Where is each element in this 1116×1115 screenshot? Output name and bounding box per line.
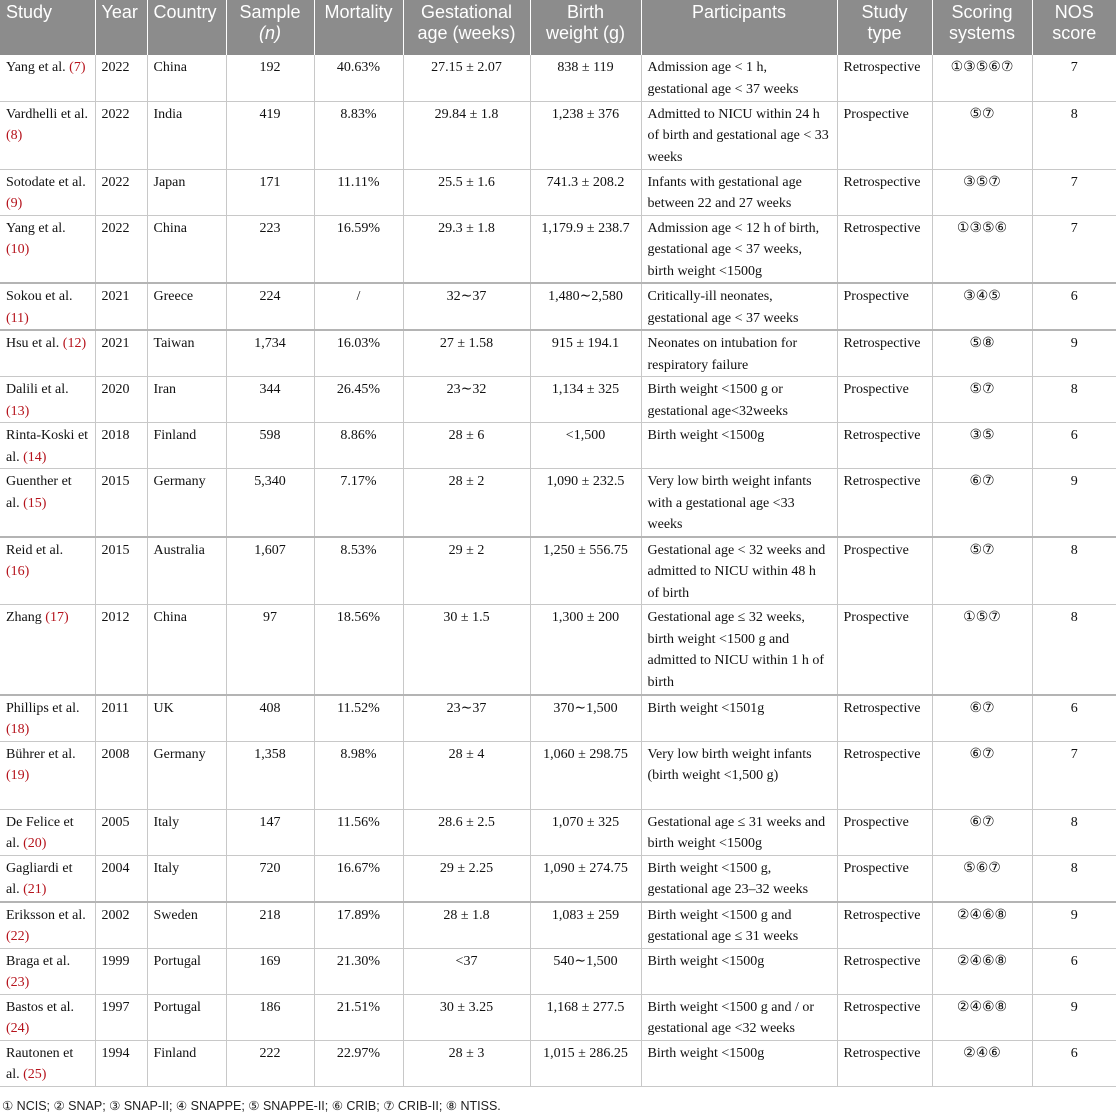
header-mortality: Mortality bbox=[314, 0, 403, 55]
cell-participants: Gestational age ≤ 31 weeks and birth weight <1500g bbox=[641, 809, 837, 855]
cell-year: 2005 bbox=[95, 809, 147, 855]
cell-mortality: / bbox=[314, 283, 403, 330]
cell-birth-weight: 915 ± 194.1 bbox=[530, 330, 641, 377]
cell-study: Rinta-Koski et al. (14) bbox=[0, 423, 95, 469]
cell-scoring-systems: ⑤⑥⑦ bbox=[932, 855, 1032, 902]
cell-participants: Birth weight <1500 g and / or gestational age <32 weeks bbox=[641, 994, 837, 1040]
cell-birth-weight: 1,250 ± 556.75 bbox=[530, 537, 641, 605]
cell-country: Germany bbox=[147, 469, 226, 537]
cell-country: China bbox=[147, 215, 226, 283]
cell-study: Sotodate et al. (9) bbox=[0, 169, 95, 215]
table-row bbox=[0, 902, 1116, 949]
cell-study-type: Prospective bbox=[837, 855, 932, 902]
cell-participants: Birth weight <1500 g or gestational age<32weeks bbox=[641, 377, 837, 423]
cell-study-type: Retrospective bbox=[837, 741, 932, 809]
cell-participants: Gestational age < 32 weeks and admitted to NICU within 48 h of birth bbox=[641, 537, 837, 605]
table-row bbox=[0, 741, 1116, 809]
cell-mortality: 11.56% bbox=[314, 809, 403, 855]
cell-sample: 419 bbox=[226, 101, 314, 169]
table-row bbox=[0, 330, 1116, 377]
cell-mortality: 40.63% bbox=[314, 55, 403, 101]
citation-link[interactable]: (21) bbox=[23, 882, 47, 897]
cell-participants: Very low birth weight infants (birth weight <1,500 g) bbox=[641, 741, 837, 809]
cell-participants: Birth weight <1500g bbox=[641, 1040, 837, 1086]
citation-link[interactable]: (24) bbox=[6, 1021, 30, 1036]
cell-birth-weight: 1,300 ± 200 bbox=[530, 605, 641, 695]
header-gestational-age: Gestational age (weeks) bbox=[403, 0, 530, 55]
header-study: Study bbox=[0, 0, 95, 55]
cell-sample: 222 bbox=[226, 1040, 314, 1086]
cell-sample: 408 bbox=[226, 695, 314, 742]
cell-gestational-age: 30 ± 1.5 bbox=[403, 605, 530, 695]
cell-year: 2002 bbox=[95, 902, 147, 949]
footnote: ① NCIS; ② SNAP; ③ SNAP-II; ④ SNAPPE; ⑤ SNAPPE-II; ⑥ CRIB; ⑦ CRIB-II; ⑧ NTISS. bbox=[2, 1099, 501, 1113]
citation-link[interactable]: (9) bbox=[6, 196, 23, 211]
cell-country: Italy bbox=[147, 809, 226, 855]
cell-sample: 171 bbox=[226, 169, 314, 215]
cell-study: Reid et al. (16) bbox=[0, 537, 95, 605]
cell-scoring-systems: ⑥⑦ bbox=[932, 741, 1032, 809]
cell-scoring-systems: ①⑤⑦ bbox=[932, 605, 1032, 695]
cell-birth-weight: 838 ± 119 bbox=[530, 55, 641, 101]
cell-sample: 5,340 bbox=[226, 469, 314, 537]
table-row bbox=[0, 423, 1116, 469]
cell-study-type: Retrospective bbox=[837, 330, 932, 377]
cell-gestational-age: 32∼37 bbox=[403, 283, 530, 330]
cell-study-type: Retrospective bbox=[837, 994, 932, 1040]
cell-birth-weight: 1,083 ± 259 bbox=[530, 902, 641, 949]
cell-scoring-systems: ③⑤⑦ bbox=[932, 169, 1032, 215]
cell-scoring-systems: ⑥⑦ bbox=[932, 809, 1032, 855]
cell-scoring-systems: ⑤⑧ bbox=[932, 330, 1032, 377]
cell-participants: Critically-ill neonates, gestational age < 37 weeks bbox=[641, 283, 837, 330]
cell-scoring-systems: ①③⑤⑥ bbox=[932, 215, 1032, 283]
cell-sample: 344 bbox=[226, 377, 314, 423]
table-row bbox=[0, 101, 1116, 169]
cell-study-type: Retrospective bbox=[837, 695, 932, 742]
cell-birth-weight: 1,015 ± 286.25 bbox=[530, 1040, 641, 1086]
table-row bbox=[0, 537, 1116, 605]
cell-study-type: Retrospective bbox=[837, 948, 932, 994]
cell-gestational-age: 23∼37 bbox=[403, 695, 530, 742]
table-row bbox=[0, 1040, 1116, 1086]
cell-birth-weight: 1,070 ± 325 bbox=[530, 809, 641, 855]
cell-birth-weight: 540∼1,500 bbox=[530, 948, 641, 994]
cell-nos-score: 8 bbox=[1032, 809, 1116, 855]
cell-sample: 218 bbox=[226, 902, 314, 949]
cell-study: Phillips et al. (18) bbox=[0, 695, 95, 742]
cell-study: Bührer et al. (19) bbox=[0, 741, 95, 809]
citation-link[interactable]: (13) bbox=[6, 403, 30, 419]
cell-gestational-age: 29 ± 2 bbox=[403, 537, 530, 605]
citation-link[interactable]: (22) bbox=[6, 929, 30, 944]
cell-study-type: Prospective bbox=[837, 537, 932, 605]
cell-birth-weight: 1,168 ± 277.5 bbox=[530, 994, 641, 1040]
cell-year: 2022 bbox=[95, 101, 147, 169]
cell-nos-score: 6 bbox=[1032, 695, 1116, 742]
table-row bbox=[0, 377, 1116, 423]
cell-year: 2015 bbox=[95, 469, 147, 537]
cell-country: Greece bbox=[147, 283, 226, 330]
cell-birth-weight: <1,500 bbox=[530, 423, 641, 469]
cell-year: 1997 bbox=[95, 994, 147, 1040]
cell-country: Australia bbox=[147, 537, 226, 605]
table-row bbox=[0, 55, 1116, 101]
cell-study-type: Prospective bbox=[837, 101, 932, 169]
cell-scoring-systems: ③⑤ bbox=[932, 423, 1032, 469]
cell-mortality: 16.59% bbox=[314, 215, 403, 283]
cell-gestational-age: 29 ± 2.25 bbox=[403, 855, 530, 902]
cell-scoring-systems: ⑥⑦ bbox=[932, 469, 1032, 537]
cell-year: 2022 bbox=[95, 169, 147, 215]
cell-nos-score: 6 bbox=[1032, 283, 1116, 330]
cell-year: 2008 bbox=[95, 741, 147, 809]
cell-participants: Admission age < 1 h, gestational age < 37 weeks bbox=[641, 55, 837, 101]
table-row bbox=[0, 169, 1116, 215]
cell-birth-weight: 1,238 ± 376 bbox=[530, 101, 641, 169]
cell-country: Finland bbox=[147, 423, 226, 469]
header-country: Country bbox=[147, 0, 226, 55]
cell-participants: Birth weight <1500g bbox=[641, 423, 837, 469]
table-row bbox=[0, 283, 1116, 330]
cell-study-type: Retrospective bbox=[837, 469, 932, 537]
cell-participants: Infants with gestational age between 22 and 27 weeks bbox=[641, 169, 837, 215]
cell-gestational-age: 29.3 ± 1.8 bbox=[403, 215, 530, 283]
cell-year: 1999 bbox=[95, 948, 147, 994]
citation-link[interactable]: (8) bbox=[6, 128, 23, 143]
cell-gestational-age: 28 ± 3 bbox=[403, 1040, 530, 1086]
cell-mortality: 8.53% bbox=[314, 537, 403, 605]
cell-nos-score: 9 bbox=[1032, 469, 1116, 537]
cell-birth-weight: 1,480∼2,580 bbox=[530, 283, 641, 330]
cell-country: Japan bbox=[147, 169, 226, 215]
table-row bbox=[0, 469, 1116, 537]
cell-nos-score: 9 bbox=[1032, 902, 1116, 949]
cell-country: Iran bbox=[147, 377, 226, 423]
cell-study: Guenther et al. (15) bbox=[0, 469, 95, 537]
citation-link[interactable]: (25) bbox=[23, 1067, 47, 1082]
cell-country: Portugal bbox=[147, 994, 226, 1040]
cell-study: Eriksson et al. (22) bbox=[0, 902, 95, 949]
cell-study: Yang et al. (7) bbox=[0, 55, 95, 101]
cell-country: Germany bbox=[147, 741, 226, 809]
cell-nos-score: 9 bbox=[1032, 330, 1116, 377]
cell-sample: 223 bbox=[226, 215, 314, 283]
cell-mortality: 17.89% bbox=[314, 902, 403, 949]
cell-scoring-systems: ③④⑤ bbox=[932, 283, 1032, 330]
cell-gestational-age: 27.15 ± 2.07 bbox=[403, 55, 530, 101]
table-header-row bbox=[0, 0, 1116, 55]
cell-gestational-age: <37 bbox=[403, 948, 530, 994]
cell-birth-weight: 1,134 ± 325 bbox=[530, 377, 641, 423]
cell-study: Zhang (17) bbox=[0, 605, 95, 695]
cell-year: 2012 bbox=[95, 605, 147, 695]
cell-nos-score: 7 bbox=[1032, 169, 1116, 215]
cell-study-type: Prospective bbox=[837, 283, 932, 330]
cell-study: De Felice et al. (20) bbox=[0, 809, 95, 855]
cell-birth-weight: 1,179.9 ± 238.7 bbox=[530, 215, 641, 283]
header-scoring-systems: Scoring systems bbox=[932, 0, 1032, 55]
citation-link[interactable]: (14) bbox=[23, 449, 47, 465]
cell-gestational-age: 27 ± 1.58 bbox=[403, 330, 530, 377]
cell-study: Vardhelli et al. (8) bbox=[0, 101, 95, 169]
cell-nos-score: 8 bbox=[1032, 605, 1116, 695]
cell-sample: 1,358 bbox=[226, 741, 314, 809]
header-year: Year bbox=[95, 0, 147, 55]
cell-birth-weight: 1,090 ± 274.75 bbox=[530, 855, 641, 902]
cell-scoring-systems: ⑤⑦ bbox=[932, 377, 1032, 423]
table-row bbox=[0, 855, 1116, 902]
citation-link[interactable]: (23) bbox=[6, 975, 30, 990]
cell-scoring-systems: ②④⑥ bbox=[932, 1040, 1032, 1086]
cell-nos-score: 8 bbox=[1032, 377, 1116, 423]
cell-study: Gagliardi et al. (21) bbox=[0, 855, 95, 902]
cell-sample: 1,607 bbox=[226, 537, 314, 605]
cell-year: 2020 bbox=[95, 377, 147, 423]
cell-nos-score: 8 bbox=[1032, 537, 1116, 605]
cell-scoring-systems: ①③⑤⑥⑦ bbox=[932, 55, 1032, 101]
cell-mortality: 22.97% bbox=[314, 1040, 403, 1086]
cell-gestational-age: 25.5 ± 1.6 bbox=[403, 169, 530, 215]
cell-birth-weight: 370∼1,500 bbox=[530, 695, 641, 742]
cell-gestational-age: 29.84 ± 1.8 bbox=[403, 101, 530, 169]
cell-nos-score: 6 bbox=[1032, 423, 1116, 469]
cell-year: 2021 bbox=[95, 283, 147, 330]
cell-gestational-age: 28 ± 1.8 bbox=[403, 902, 530, 949]
citation-link[interactable]: (19) bbox=[6, 768, 30, 783]
cell-participants: Admission age < 12 h of birth, gestational age < 37 weeks, birth weight <1500g bbox=[641, 215, 837, 283]
cell-gestational-age: 28 ± 4 bbox=[403, 741, 530, 809]
cell-sample: 147 bbox=[226, 809, 314, 855]
cell-study: Dalili et al. (13) bbox=[0, 377, 95, 423]
cell-year: 1994 bbox=[95, 1040, 147, 1086]
cell-mortality: 21.51% bbox=[314, 994, 403, 1040]
citation-link[interactable]: (18) bbox=[6, 722, 30, 737]
cell-sample: 720 bbox=[226, 855, 314, 902]
cell-study: Bastos et al. (24) bbox=[0, 994, 95, 1040]
cell-nos-score: 7 bbox=[1032, 55, 1116, 101]
table-row bbox=[0, 605, 1116, 695]
cell-birth-weight: 1,060 ± 298.75 bbox=[530, 741, 641, 809]
cell-mortality: 8.98% bbox=[314, 741, 403, 809]
cell-study-type: Prospective bbox=[837, 377, 932, 423]
cell-nos-score: 6 bbox=[1032, 948, 1116, 994]
citation-link[interactable]: (16) bbox=[6, 564, 30, 579]
cell-scoring-systems: ②④⑥⑧ bbox=[932, 994, 1032, 1040]
cell-participants: Admitted to NICU within 24 h of birth and gestational age < 33 weeks bbox=[641, 101, 837, 169]
cell-gestational-age: 28 ± 6 bbox=[403, 423, 530, 469]
cell-year: 2022 bbox=[95, 215, 147, 283]
cell-nos-score: 6 bbox=[1032, 1040, 1116, 1086]
cell-study-type: Retrospective bbox=[837, 215, 932, 283]
cell-participants: Birth weight <1500 g, gestational age 23–32 weeks bbox=[641, 855, 837, 902]
table-row bbox=[0, 948, 1116, 994]
cell-sample: 97 bbox=[226, 605, 314, 695]
cell-year: 2004 bbox=[95, 855, 147, 902]
citation-link[interactable]: (11) bbox=[6, 310, 29, 326]
cell-study-type: Retrospective bbox=[837, 423, 932, 469]
table-row bbox=[0, 994, 1116, 1040]
cell-year: 2021 bbox=[95, 330, 147, 377]
cell-study-type: Retrospective bbox=[837, 55, 932, 101]
table-row bbox=[0, 215, 1116, 283]
cell-country: China bbox=[147, 605, 226, 695]
cell-mortality: 11.11% bbox=[314, 169, 403, 215]
cell-mortality: 16.67% bbox=[314, 855, 403, 902]
cell-country: Finland bbox=[147, 1040, 226, 1086]
cell-gestational-age: 23∼32 bbox=[403, 377, 530, 423]
cell-country: Sweden bbox=[147, 902, 226, 949]
cell-nos-score: 9 bbox=[1032, 994, 1116, 1040]
cell-study-type: Retrospective bbox=[837, 902, 932, 949]
cell-country: Taiwan bbox=[147, 330, 226, 377]
cell-scoring-systems: ②④⑥⑧ bbox=[932, 902, 1032, 949]
cell-birth-weight: 741.3 ± 208.2 bbox=[530, 169, 641, 215]
cell-participants: Very low birth weight infants with a gestational age <33 weeks bbox=[641, 469, 837, 537]
cell-study-type: Prospective bbox=[837, 605, 932, 695]
cell-study-type: Retrospective bbox=[837, 169, 932, 215]
cell-nos-score: 8 bbox=[1032, 101, 1116, 169]
cell-study: Yang et al. (10) bbox=[0, 215, 95, 283]
cell-country: China bbox=[147, 55, 226, 101]
cell-mortality: 16.03% bbox=[314, 330, 403, 377]
cell-scoring-systems: ⑤⑦ bbox=[932, 537, 1032, 605]
cell-mortality: 18.56% bbox=[314, 605, 403, 695]
cell-gestational-age: 30 ± 3.25 bbox=[403, 994, 530, 1040]
cell-study: Sokou et al. (11) bbox=[0, 283, 95, 330]
citation-link[interactable]: (15) bbox=[23, 495, 47, 511]
header-study-type: Study type bbox=[837, 0, 932, 55]
table-row bbox=[0, 695, 1116, 742]
cell-year: 2022 bbox=[95, 55, 147, 101]
cell-participants: Birth weight <1500 g and gestational age ≤ 31 weeks bbox=[641, 902, 837, 949]
cell-study: Hsu et al. (12) bbox=[0, 330, 95, 377]
cell-sample: 192 bbox=[226, 55, 314, 101]
cell-year: 2015 bbox=[95, 537, 147, 605]
cell-study: Braga et al. (23) bbox=[0, 948, 95, 994]
citation-link[interactable]: (20) bbox=[23, 836, 47, 851]
header-birth-weight: Birth weight (g) bbox=[530, 0, 641, 55]
cell-mortality: 21.30% bbox=[314, 948, 403, 994]
cell-study-type: Prospective bbox=[837, 809, 932, 855]
citation-link[interactable]: (7) bbox=[69, 60, 86, 75]
header-sample: Sample (n) bbox=[226, 0, 314, 55]
cell-mortality: 11.52% bbox=[314, 695, 403, 742]
cell-sample: 224 bbox=[226, 283, 314, 330]
cell-mortality: 8.86% bbox=[314, 423, 403, 469]
cell-mortality: 26.45% bbox=[314, 377, 403, 423]
cell-gestational-age: 28.6 ± 2.5 bbox=[403, 809, 530, 855]
cell-scoring-systems: ⑥⑦ bbox=[932, 695, 1032, 742]
header-participants: Participants bbox=[641, 0, 837, 55]
cell-mortality: 7.17% bbox=[314, 469, 403, 537]
citation-link[interactable]: (12) bbox=[62, 336, 87, 351]
cell-year: 2018 bbox=[95, 423, 147, 469]
header-nos-score: NOS score bbox=[1032, 0, 1116, 55]
cell-sample: 186 bbox=[226, 994, 314, 1040]
cell-study: Rautonen et al. (25) bbox=[0, 1040, 95, 1086]
cell-country: Italy bbox=[147, 855, 226, 902]
cell-country: India bbox=[147, 101, 226, 169]
cell-mortality: 8.83% bbox=[314, 101, 403, 169]
cell-country: Portugal bbox=[147, 948, 226, 994]
cell-birth-weight: 1,090 ± 232.5 bbox=[530, 469, 641, 537]
citation-link[interactable]: (10) bbox=[6, 242, 30, 257]
cell-scoring-systems: ⑤⑦ bbox=[932, 101, 1032, 169]
cell-study-type: Retrospective bbox=[837, 1040, 932, 1086]
cell-country: UK bbox=[147, 695, 226, 742]
cell-nos-score: 8 bbox=[1032, 855, 1116, 902]
table-row bbox=[0, 809, 1116, 855]
cell-gestational-age: 28 ± 2 bbox=[403, 469, 530, 537]
cell-participants: Birth weight <1500g bbox=[641, 948, 837, 994]
cell-participants: Birth weight <1501g bbox=[641, 695, 837, 742]
cell-scoring-systems: ②④⑥⑧ bbox=[932, 948, 1032, 994]
cell-sample: 1,734 bbox=[226, 330, 314, 377]
cell-participants: Neonates on intubation for respiratory failure bbox=[641, 330, 837, 377]
cell-year: 2011 bbox=[95, 695, 147, 742]
citation-link[interactable]: (17) bbox=[45, 610, 69, 625]
cell-sample: 598 bbox=[226, 423, 314, 469]
cell-participants: Gestational age ≤ 32 weeks, birth weight <1500 g and admitted to NICU within 1 h of birth bbox=[641, 605, 837, 695]
cell-nos-score: 7 bbox=[1032, 215, 1116, 283]
cell-sample: 169 bbox=[226, 948, 314, 994]
cell-nos-score: 7 bbox=[1032, 741, 1116, 809]
